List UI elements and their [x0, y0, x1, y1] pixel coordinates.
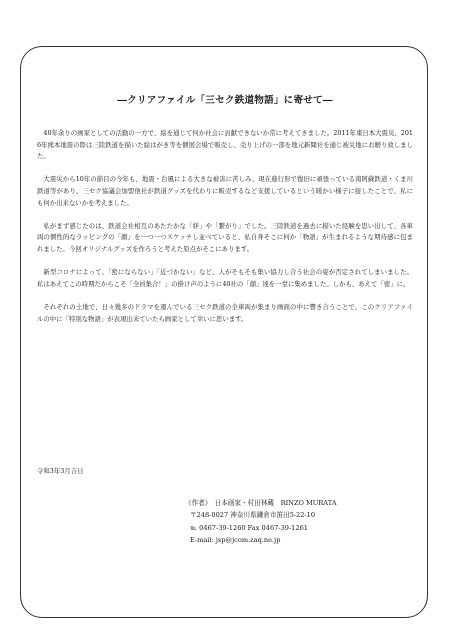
document-body: [37, 128, 413, 337]
author-email: E-mail: jsp@jcom.zaq.ne.jp: [190, 536, 281, 545]
author-block: [185, 497, 337, 547]
author-name: 《作者》 日本画家・村田林蔵 RINZO MURATA: [185, 499, 337, 507]
paragraph-3: 私がまず感じたのは、鉄道会社相互のあたたかな「絆」や「繋がり」でした。三陸鉄道を過去に描いた経験を思い出して、各車両の個性的なラッピングの「顔」を一つ一つスケッチし並べていると、私自身そこに何か「物語」が生まれるような期待感に包まれました。今回オリジナルグッズを作ろうと考えた原点がそこにあります。: [37, 221, 413, 253]
document-title: ―クリアファイル「三セク鉄道物語」に寄せて―: [117, 95, 333, 106]
author-address: 〒248-0027 神奈川県鎌倉市笛田5-22-10: [190, 511, 316, 520]
paragraph-2: 大震災から10年の節目の今年も、地震・台風による大きな被害に苦しみ、現在進行形で復旧に頑張っている南阿蘇鉄道・くま川鉄道等があり、三セク協議会加盟他社が鉄道グッズを代わりに販売するなど支援しているという暖かい様子に接したことで、私にも何か出来ないかを考えました。: [37, 175, 413, 207]
document-date: 令和3年3月吉日: [37, 467, 84, 475]
paragraph-1: 40年余りの画家としての活動の一方で、絵を通じて何か社会に貢献できないか常に考えてきました。2011年東日本大震災、2016年熊本地震の際は三陸鉄道を描いた絵はがき等を個展会場で販売し、売り上げの一部を地元新聞社を通じ被災地にお贈り致しました。: [37, 129, 413, 161]
paragraph-5: それぞれの土地で、日々幾多のドラマを運んでいる三セク鉄道の全車両が集まり画面の中に響き合うことで、このクリアファイルの中に「特別な物語」が表現出来ていたら画家として幸いに思います。: [37, 302, 413, 323]
author-phone-fax: ℡ 0467-39-1260 Fax 0467-39-1261: [190, 523, 308, 532]
paragraph-4: 新型コロナによって、「密にならない」「近づかない」など、人がそもそも集い協力し合う社会の姿が否定されてしまいました。私はあえてこの時期だからこそ「全員集合！」の掛け声のように40社の「顔」達を一堂に集めました。しかも、あえて「密」に。: [37, 268, 413, 288]
